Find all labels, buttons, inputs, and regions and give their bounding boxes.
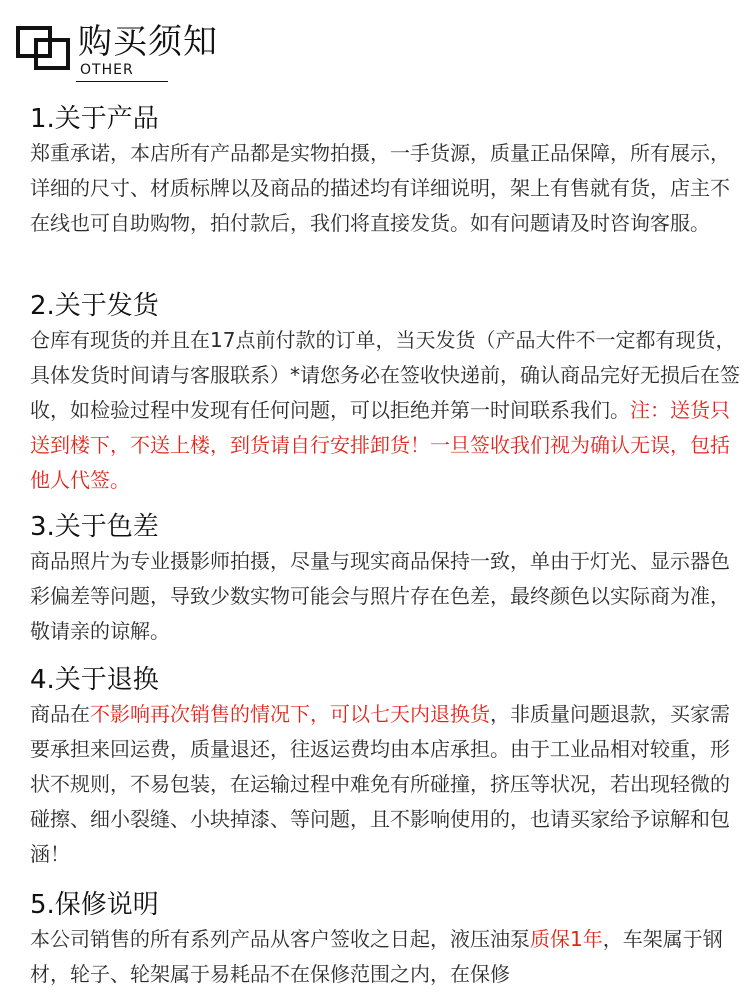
section-body — [30, 922, 742, 992]
body-text: ，车架属于钢材，轮子、轮架属于易耗品不在保修范围之内，在保修 — [30, 927, 723, 986]
section-title: 1.关于产品 — [30, 104, 159, 134]
section-body — [30, 136, 742, 241]
section-body — [30, 544, 742, 649]
section-returns — [30, 663, 742, 872]
body-text: 仓库有现货的并且在17点前付款的订单，当天发货（产品大件不一定都有现货，具体发货时间请与客服联系）*请您务必在签收快递前，确认商品完好无损后在签收，如检验过程中发现有任何问题，可以拒绝并第一时间联系我们。 — [30, 328, 740, 422]
section-body — [30, 697, 742, 872]
body-text: 郑重承诺，本店所有产品都是实物拍摄，一手货源，质量正品保障，所有展示，详细的尺寸、材质标牌以及商品的描述均有详细说明，架上有售就有货，店主不在线也可自助购物，拍付款后，我们将直接发货。如有问题请及时咨询客服。 — [30, 141, 730, 235]
page-header — [16, 18, 316, 88]
body-text: ，非质量问题退款，买家需要承担来回运费，质量退还，往返运费均由本店承担。由于工业品相对较重，形状不规则，不易包装，在运输过程中难免有所碰撞，挤压等状况，若出现轻微的碰擦、细小裂缝、小块掉漆、等问题，且不影响使用的，也请买家给予谅解和包涵！ — [30, 702, 730, 866]
page-title: 购买须知 — [78, 22, 218, 62]
section-shipping — [30, 289, 742, 498]
body-text: 商品在 — [30, 702, 90, 726]
section-title: 4.关于退换 — [30, 665, 159, 695]
section-color-difference — [30, 510, 742, 649]
shipping-notice: 注：送货只送到楼下，不送上楼，到货请自行安排卸货！一旦签收我们视为确认无误，包括他人代签。 — [30, 398, 730, 492]
section-product — [30, 102, 742, 241]
warranty-period: 质保1年 — [530, 927, 603, 951]
page-subtitle: OTHER — [80, 62, 134, 78]
section-title: 2.关于发货 — [30, 291, 159, 321]
section-title: 3.关于色差 — [30, 512, 159, 542]
section-title: 5.保修说明 — [30, 890, 159, 920]
section-warranty — [30, 888, 742, 992]
overlapping-squares-icon — [16, 26, 72, 70]
header-underline — [76, 81, 168, 82]
return-policy-highlight: 不影响再次销售的情况下，可以七天内退换货 — [90, 702, 490, 726]
section-body — [30, 323, 742, 498]
body-text: 商品照片为专业摄影师拍摄，尽量与现实商品保持一致，单由于灯光、显示器色彩偏差等问题，导致少数实物可能会与照片存在色差，最终颜色以实际商为准，敬请亲的谅解。 — [30, 549, 730, 643]
body-text: 本公司销售的所有系列产品从客户签收之日起，液压油泵 — [30, 927, 530, 951]
